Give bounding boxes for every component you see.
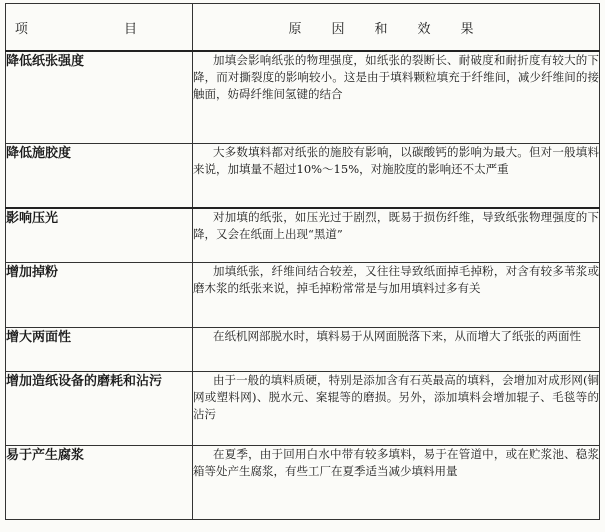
row-item: 降低施胶度: [6, 144, 193, 209]
row-item: 影响压光: [6, 208, 193, 263]
row-reason: 在夏季，由于回用白水中带有较多填料，易于在管道中，或在贮浆池、稳浆箱等处产生腐浆，有些工厂在夏季适当减少填料用量: [193, 446, 600, 520]
table-row: [6, 51, 600, 144]
table-row: [6, 446, 600, 520]
row-item: 增加掉粉: [6, 263, 193, 328]
row-reason: 大多数填料都对纸张的施胶有影响，以碳酸钙的影响为最大。但对一般填料来说，加填量不超过10%～15%，对施胶度的影响还不太严重: [193, 144, 600, 209]
row-reason: 在纸机网部脱水时，填料易于从网面脱落下来，从而增大了纸张的两面性: [193, 328, 600, 372]
table-row: [6, 208, 600, 263]
row-reason: 对加填的纸张，如压光过于剧烈，既易于损伤纤维，导致纸张物理强度的下降，又会在纸面上出现“黑道”: [193, 208, 600, 263]
filler-effects-table: [5, 3, 600, 520]
table-row: [6, 144, 600, 209]
table-header-row: [6, 4, 600, 52]
row-item: 增大两面性: [6, 328, 193, 372]
row-item: 降低纸张强度: [6, 51, 193, 144]
table-row: [6, 372, 600, 446]
row-item: 易于产生腐浆: [6, 446, 193, 520]
row-reason: 加填纸张，纤维间结合较差，又往往导致纸面掉毛掉粉，对含有较多苇浆或磨木浆的纸张来说，掉毛掉粉常常是与加用填料过多有关: [193, 263, 600, 328]
table-row: [6, 263, 600, 328]
row-reason: 加填会影响纸张的物理强度，如纸张的裂断长、耐破度和耐折度有较大的下降，而对撕裂度的影响较小。这是由于填料颗粒填充于纤维间，减少纤维间的接触面，妨碍纤维间氢键的结合: [193, 51, 600, 144]
header-item: 项 目: [6, 4, 193, 52]
row-reason: 由于一般的填料质硬，特别是添加含有石英最高的填料，会增加对成形网(铜网或塑料网)、脱水元、案辊等的磨损。另外，添加填料会增加辊子、毛毯等的沾污: [193, 372, 600, 446]
header-reason: 原因和效果: [193, 4, 600, 52]
row-item: 增加造纸设备的磨耗和沾污: [6, 372, 193, 446]
table-row: [6, 328, 600, 372]
